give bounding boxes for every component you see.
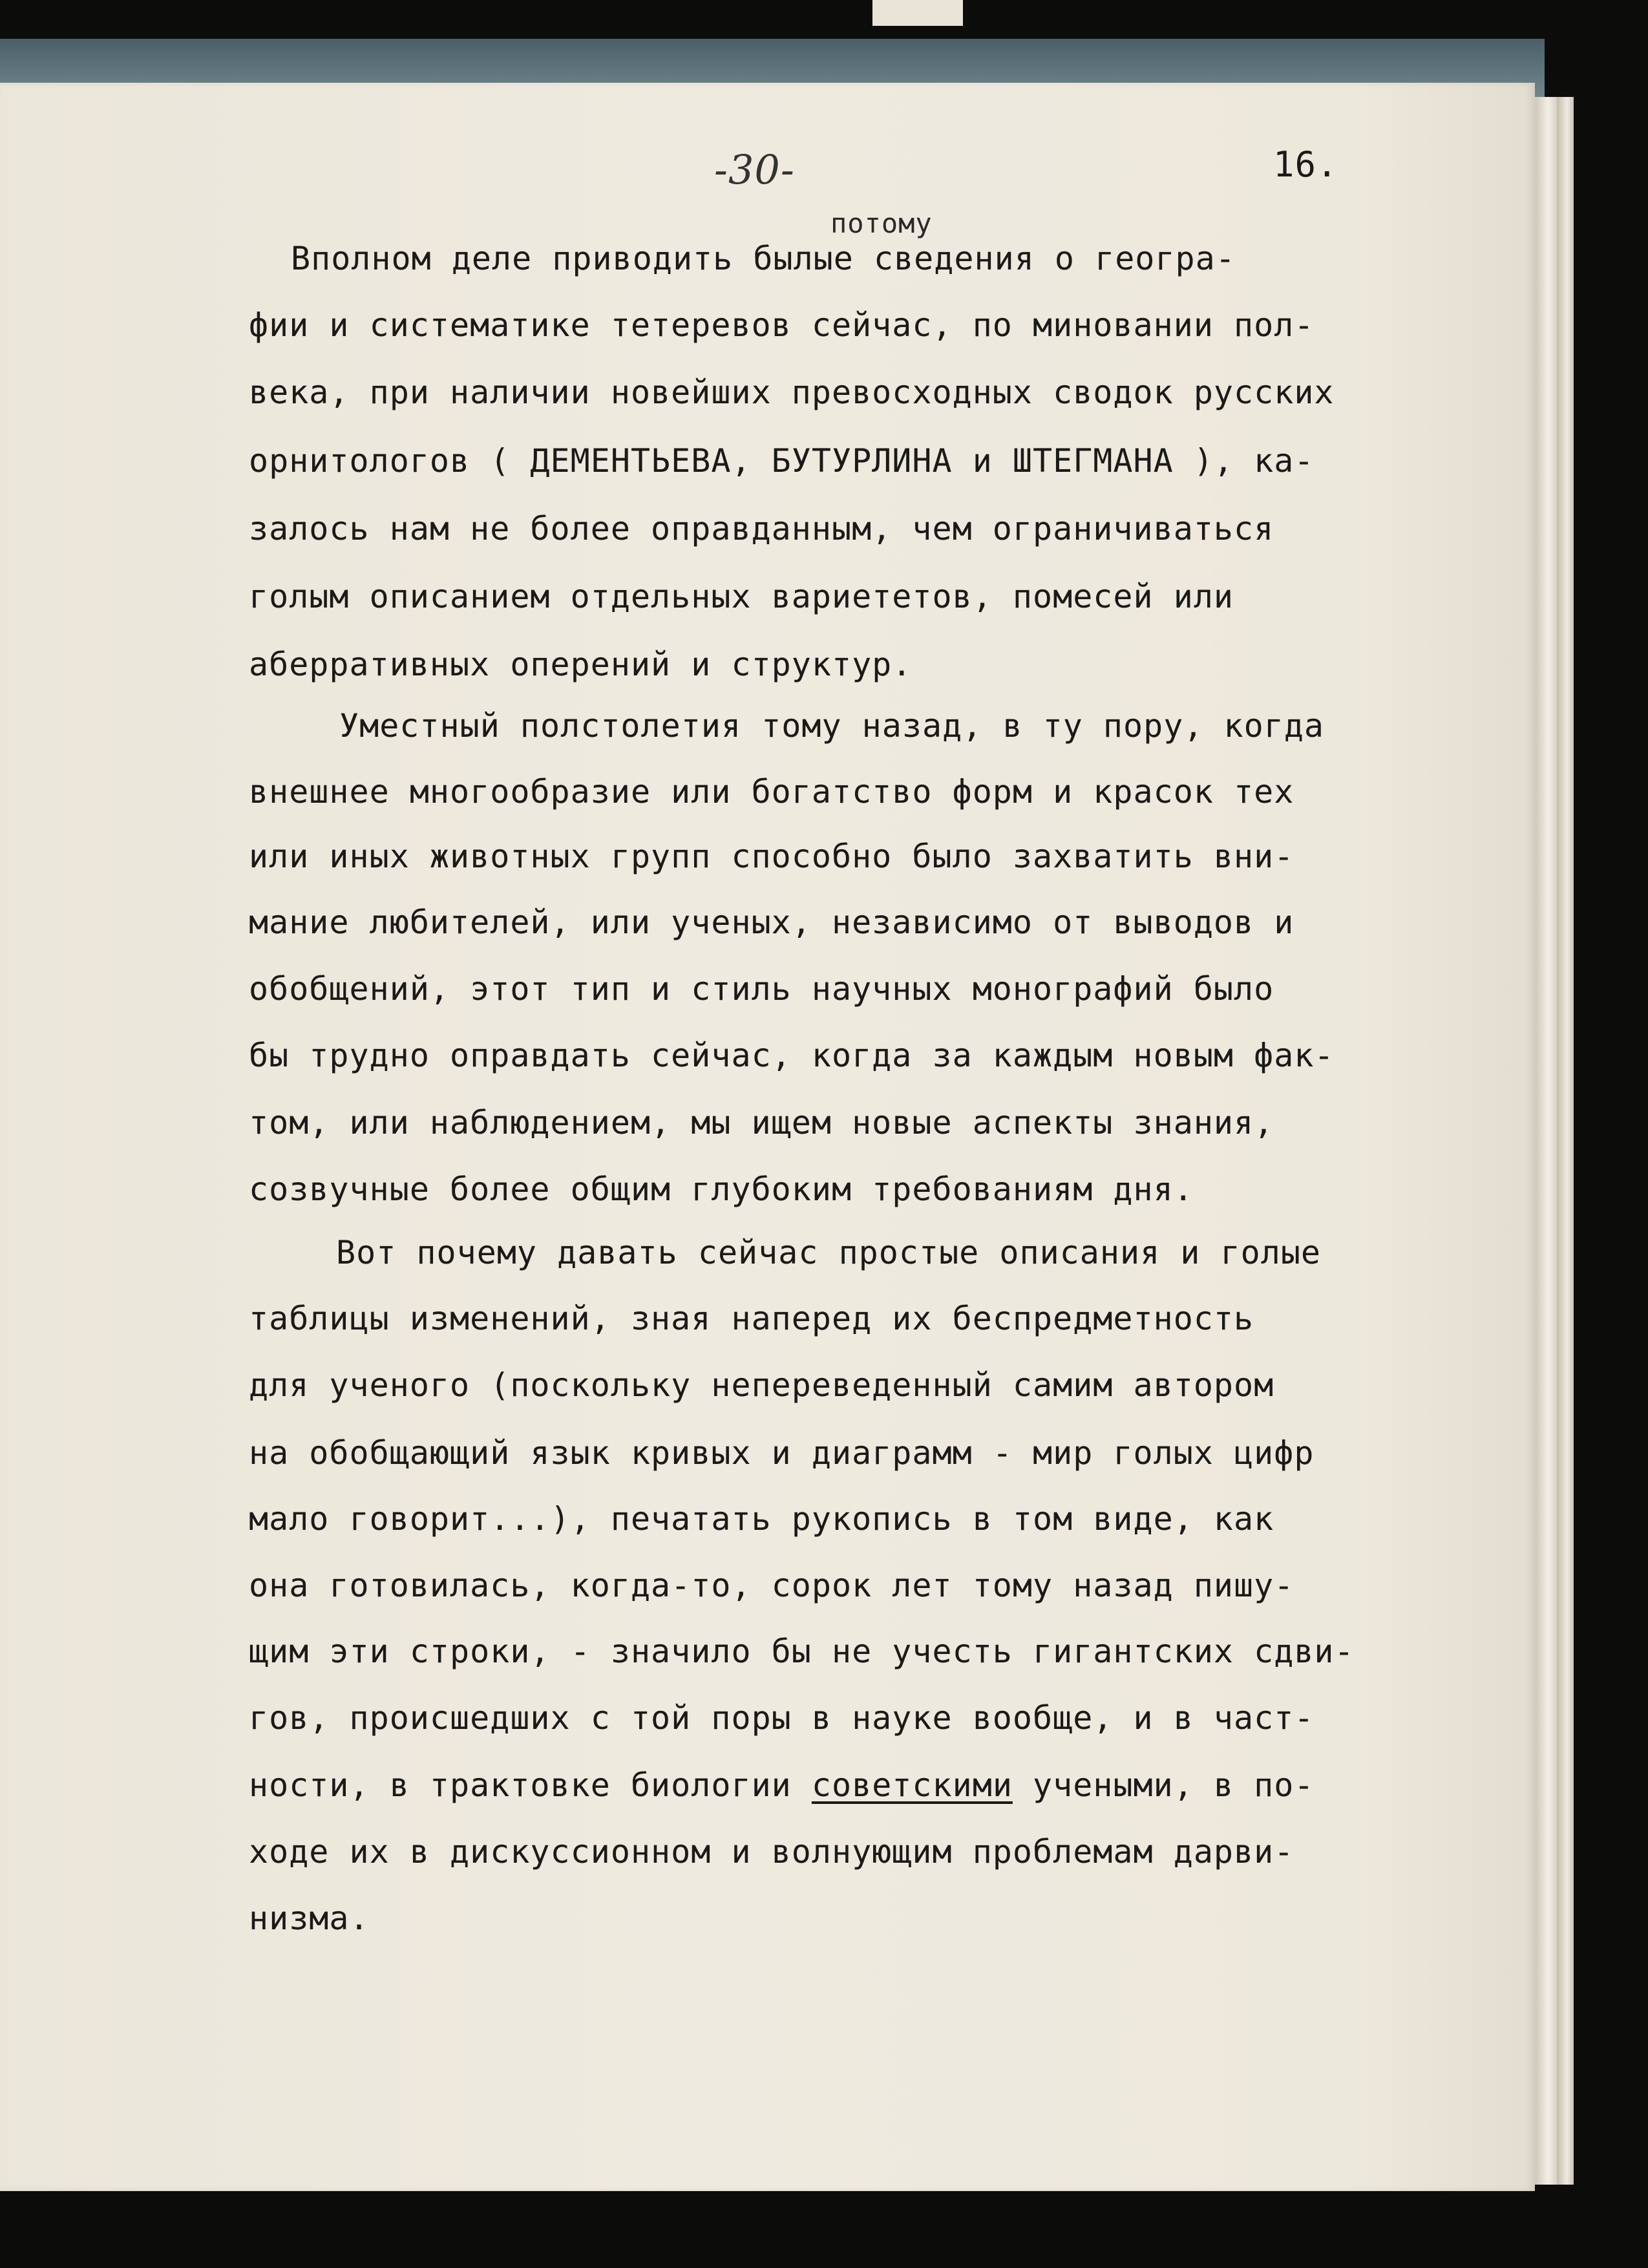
text-line: века, при наличии новейших превосходных сводок русских bbox=[249, 374, 1335, 411]
text-fragment: учеными, в по- bbox=[1033, 1766, 1315, 1804]
text-line: мало говорит...), печатать рукопись в том виде, как bbox=[249, 1500, 1274, 1538]
text-line: фии и систематике тетеревов сейчас, по миновании пол- bbox=[249, 306, 1315, 344]
text-line: таблицы изменений, зная наперед их беспредметность bbox=[249, 1300, 1254, 1337]
text-line: созвучные более общим глубоким требованиям дня. bbox=[249, 1171, 1194, 1208]
stacked-page-edge bbox=[1557, 97, 1574, 2185]
text-line: или иных животных групп способно было захватить вни- bbox=[249, 838, 1294, 875]
text-line: аберративных оперений и структур. bbox=[249, 646, 913, 683]
text-line: голым описанием отдельных вариететов, помесей или bbox=[249, 578, 1234, 615]
text-line bbox=[249, 1766, 1444, 1808]
text-line: мание любителей, или ученых, независимо от выводов и bbox=[249, 904, 1294, 941]
text-line: гов, происшедших с той поры в науке вообще, и в част- bbox=[249, 1699, 1315, 1737]
text-line: на обобщающий язык кривых и диаграмм - мир голых цифр bbox=[249, 1434, 1315, 1472]
text-line: обобщений, этот тип и стиль научных монографий было bbox=[249, 970, 1274, 1008]
handwritten-insertion: потому bbox=[830, 207, 933, 239]
text-line: ходе их в дискуссионном и волнующим проблемам дарви- bbox=[249, 1833, 1294, 1871]
typed-page-number: 16. bbox=[1273, 144, 1338, 185]
text-line: Вполном деле приводить былые сведения о геогра- bbox=[291, 240, 1236, 277]
handwritten-page-number: -30- bbox=[714, 146, 795, 193]
text-fragment: ности, в трактовке биологии bbox=[249, 1766, 792, 1804]
text-line: она готовилась, когда-то, сорок лет тому назад пишу- bbox=[249, 1567, 1294, 1604]
text-line: щим эти строки, - значило бы не учесть гигантских сдви- bbox=[249, 1633, 1355, 1670]
text-line: Вот почему давать сейчас простые описания и голые bbox=[336, 1234, 1322, 1271]
underlying-paper-scrap bbox=[872, 0, 963, 26]
text-line: внешнее многообразие или богатство форм и красок тех bbox=[249, 773, 1294, 811]
text-line: низма. bbox=[249, 1900, 370, 1937]
text-line: бы трудно оправдать сейчас, когда за каждым новым фак- bbox=[249, 1037, 1335, 1074]
text-line: орнитологов ( ДЕМЕНТЬЕВА, БУТУРЛИНА и ШТЕГМАНА ), ка- bbox=[249, 442, 1315, 480]
text-line: Уместный полстолетия тому назад, в ту пору, когда bbox=[339, 707, 1325, 745]
stacked-page-edge bbox=[1535, 97, 1557, 2185]
text-line: том, или наблюдением, мы ищем новые аспекты знания, bbox=[249, 1104, 1274, 1141]
text-line: залось нам не более оправданным, чем ограничиваться bbox=[249, 510, 1274, 547]
underlined-word: советскими bbox=[811, 1766, 1013, 1804]
text-line: для ученого (поскольку непереведенный самим автором bbox=[249, 1366, 1274, 1404]
